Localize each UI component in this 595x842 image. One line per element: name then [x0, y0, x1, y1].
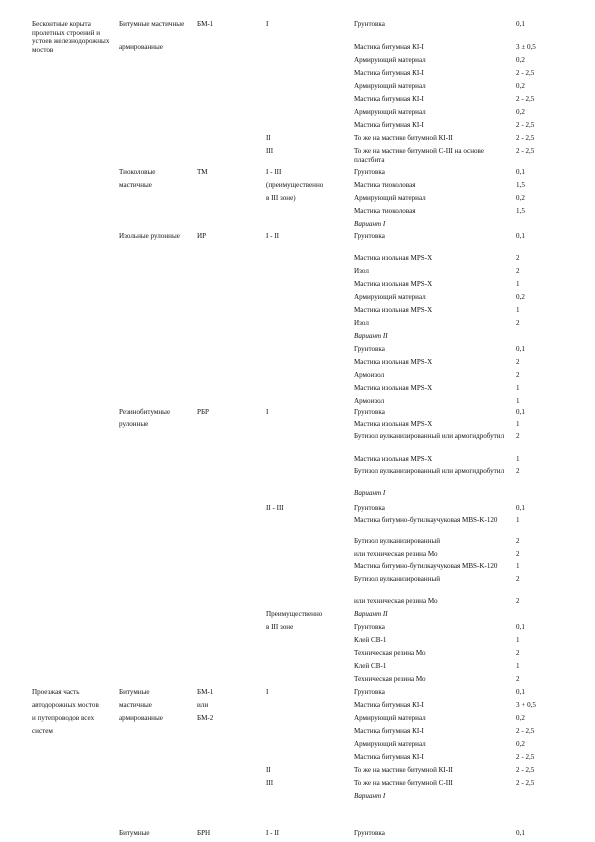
zone-cell: I - III [266, 168, 282, 176]
layer-cell: Мастика битумная КI-I [354, 701, 424, 709]
waterproofing-type-cell: Изольные рулонные [119, 232, 180, 240]
code-cell: или [197, 701, 209, 709]
layer-cell: Мастика изольная MPS-X [354, 384, 433, 392]
code-cell: БМ-1 [197, 20, 214, 28]
zone-cell: II - III [266, 504, 284, 512]
thickness-cell: 1 [516, 455, 520, 463]
thickness-cell: 2 [516, 537, 520, 545]
layer-cell: Грунтовка [354, 345, 385, 353]
thickness-cell: 0,1 [516, 504, 525, 512]
thickness-cell: 2 [516, 371, 520, 379]
layer-cell: То же на мастике битумной КI-II [354, 134, 453, 142]
waterproofing-type-cell: армированные [119, 714, 163, 722]
layer-cell: Мастика битумная КI-I [354, 727, 424, 735]
thickness-cell: 2 - 2,5 [516, 766, 535, 774]
thickness-cell: 2 [516, 575, 520, 583]
thickness-cell: 2 [516, 358, 520, 366]
thickness-cell: 0,2 [516, 293, 525, 301]
layer-cell: Грунтовка [354, 504, 385, 512]
layer-cell: Мастика изольная MPS-X [354, 455, 433, 463]
zone-cell: III [266, 779, 274, 787]
zone-cell: I - II [266, 232, 279, 240]
thickness-cell: 0,1 [516, 688, 525, 696]
zone-cell: в III зоне [266, 623, 294, 631]
layer-cell: Бутизол вулканизированный или армогидробутил [354, 432, 505, 440]
zone-cell: II [266, 134, 271, 142]
layer-cell: или техническая резина Мо [354, 597, 438, 605]
layer-cell: Клей СВ-1 [354, 636, 387, 644]
layer-cell: Вариант I [354, 489, 386, 497]
thickness-cell: 3 + 0,5 [516, 701, 536, 709]
thickness-cell: 1 [516, 280, 520, 288]
layer-cell: Бутизол вулканизированный или армогидробутил [354, 467, 505, 475]
code-cell: РБР [197, 408, 209, 416]
waterproofing-type-cell: мастичные [119, 701, 152, 709]
zone-cell: II [266, 766, 271, 774]
thickness-cell: 1 [516, 306, 520, 314]
waterproofing-type-cell: армированные [119, 43, 163, 51]
thickness-cell: 2 [516, 550, 520, 558]
layer-cell: Мастика изольная MPS-X [354, 280, 433, 288]
zone-cell: I [266, 688, 269, 696]
thickness-cell: 0,1 [516, 168, 525, 176]
layer-cell: Вариант I [354, 792, 386, 800]
layer-cell: Армирующий материал [354, 194, 426, 202]
thickness-cell: 1 [516, 562, 520, 570]
waterproofing-type-cell: Битумные [119, 829, 150, 837]
layer-cell: Грунтовка [354, 232, 385, 240]
layer-cell: Бутизол вулканизированный [354, 575, 441, 583]
structure-cell: Бесконтные корыта пролетных строений и устоев железнодорожных мостов [32, 20, 110, 54]
layer-cell: Грунтовка [354, 688, 385, 696]
zone-cell: I - II [266, 829, 279, 837]
thickness-cell: 2 - 2,5 [516, 753, 535, 761]
structure-cell: и путепроводов всех [32, 714, 95, 722]
code-cell: ИР [197, 232, 207, 240]
thickness-cell: 2 - 2,5 [516, 95, 535, 103]
layer-cell: Мастика изольная MPS-X [354, 306, 433, 314]
layer-cell: Армирующий материал [354, 740, 426, 748]
layer-cell: Клей СВ-1 [354, 662, 387, 670]
thickness-cell: 1 [516, 662, 520, 670]
zone-cell: I [266, 20, 269, 28]
zone-cell: III [266, 147, 274, 155]
thickness-cell: 1 [516, 636, 520, 644]
waterproofing-type-cell: Тиоколовые [119, 168, 156, 176]
zone-cell: Преимущественно [266, 610, 323, 618]
layer-cell: Мастика битумная КI-I [354, 95, 424, 103]
thickness-cell: 0,1 [516, 408, 525, 416]
layer-cell: Мастика тиоколовая [354, 207, 416, 215]
thickness-cell: 0,1 [516, 623, 525, 631]
waterproofing-type-cell: мастичные [119, 181, 152, 189]
layer-cell: То же на мастике битумной С-III на основе пластбита [354, 147, 485, 164]
structure-cell: систем [32, 727, 53, 735]
thickness-cell: 0,2 [516, 56, 525, 64]
structure-cell: автодорожных мостов [32, 701, 99, 709]
thickness-cell: 1 [516, 516, 520, 524]
thickness-cell: 2 - 2,5 [516, 779, 535, 787]
thickness-cell: 2 [516, 597, 520, 605]
layer-cell: Мастика битумная КI-I [354, 121, 424, 129]
code-cell: БРН [197, 829, 211, 837]
waterproofing-type-cell: рулонные [119, 420, 149, 428]
layer-cell: Изол [354, 267, 369, 275]
layer-cell: Армоизол [354, 397, 385, 405]
layer-cell: Изол [354, 319, 369, 327]
thickness-cell: 2 - 2,5 [516, 69, 535, 77]
waterproofing-type-cell: Резинобитумные [119, 408, 171, 416]
layer-cell: Грунтовка [354, 20, 385, 28]
thickness-cell: 2 [516, 267, 520, 275]
layer-cell: Мастика битумная КI-I [354, 43, 424, 51]
thickness-cell: 1,5 [516, 181, 525, 189]
code-cell: БМ-1 [197, 688, 214, 696]
thickness-cell: 0,1 [516, 20, 525, 28]
code-cell: ТМ [197, 168, 208, 176]
thickness-cell: 2 [516, 319, 520, 327]
layer-cell: Мастика битумная КI-I [354, 69, 424, 77]
layer-cell: Мастика тиоколовая [354, 181, 416, 189]
thickness-cell: 0,2 [516, 714, 525, 722]
thickness-cell: 2 - 2,5 [516, 147, 535, 155]
layer-cell: Армирующий материал [354, 714, 426, 722]
thickness-cell: 3 ± 0,5 [516, 43, 536, 51]
layer-cell: Армоизол [354, 371, 385, 379]
layer-cell: Вариант II [354, 332, 388, 340]
layer-cell: Мастика битумно-бутилкаучуковая MBS-K-120 [354, 562, 498, 570]
thickness-cell: 0,1 [516, 829, 525, 837]
layer-cell: Мастика битумная КI-I [354, 753, 424, 761]
layer-cell: Армирующий материал [354, 82, 426, 90]
thickness-cell: 1 [516, 397, 520, 405]
layer-cell: Техническая резина Мо [354, 649, 426, 657]
thickness-cell: 2 - 2,5 [516, 121, 535, 129]
layer-cell: То же на мастике битумной С-III [354, 779, 453, 787]
layer-cell: Грунтовка [354, 168, 385, 176]
layer-cell: Армирующий материал [354, 108, 426, 116]
thickness-cell: 2 [516, 254, 520, 262]
thickness-cell: 2 - 2,5 [516, 727, 535, 735]
thickness-cell: 1 [516, 384, 520, 392]
thickness-cell: 0,1 [516, 232, 525, 240]
zone-cell: в III зоне) [266, 194, 296, 202]
waterproofing-type-cell: Битумные [119, 688, 150, 696]
thickness-cell: 0,2 [516, 108, 525, 116]
layer-cell: или техническая резина Мо [354, 550, 438, 558]
thickness-cell: 0,2 [516, 194, 525, 202]
thickness-cell: 2 - 2,5 [516, 134, 535, 142]
layer-cell: Мастика изольная MPS-X [354, 420, 433, 428]
layer-cell: Вариант I [354, 220, 386, 228]
thickness-cell: 2 [516, 675, 520, 683]
thickness-cell: 0,2 [516, 82, 525, 90]
code-cell: БМ-2 [197, 714, 214, 722]
thickness-cell: 2 [516, 467, 520, 475]
structure-cell: Проезжая часть [32, 688, 80, 696]
zone-cell: I [266, 408, 269, 416]
layer-cell: Мастика битумно-бутилкаучуковая MBS-K-120 [354, 516, 498, 524]
thickness-cell: 0,2 [516, 740, 525, 748]
layer-cell: Грунтовка [354, 829, 385, 837]
layer-cell: То же на мастике битумной КI-II [354, 766, 453, 774]
thickness-cell: 1,5 [516, 207, 525, 215]
thickness-cell: 1 [516, 420, 520, 428]
layer-cell: Грунтовка [354, 623, 385, 631]
zone-cell: (преимущественно [266, 181, 324, 189]
layer-cell: Техническая резина Мо [354, 675, 426, 683]
layer-cell: Мастика изольная MPS-X [354, 358, 433, 366]
thickness-cell: 0,1 [516, 345, 525, 353]
layer-cell: Бутизол вулканизированный [354, 537, 441, 545]
layer-cell: Мастика изольная MPS-X [354, 254, 433, 262]
layer-cell: Армирующий материал [354, 56, 426, 64]
layer-cell: Грунтовка [354, 408, 385, 416]
thickness-cell: 2 [516, 649, 520, 657]
waterproofing-type-cell: Битумные мастичные [119, 20, 185, 28]
layer-cell: Армирующий материал [354, 293, 426, 301]
thickness-cell: 2 [516, 432, 520, 440]
layer-cell: Вариант II [354, 610, 388, 618]
